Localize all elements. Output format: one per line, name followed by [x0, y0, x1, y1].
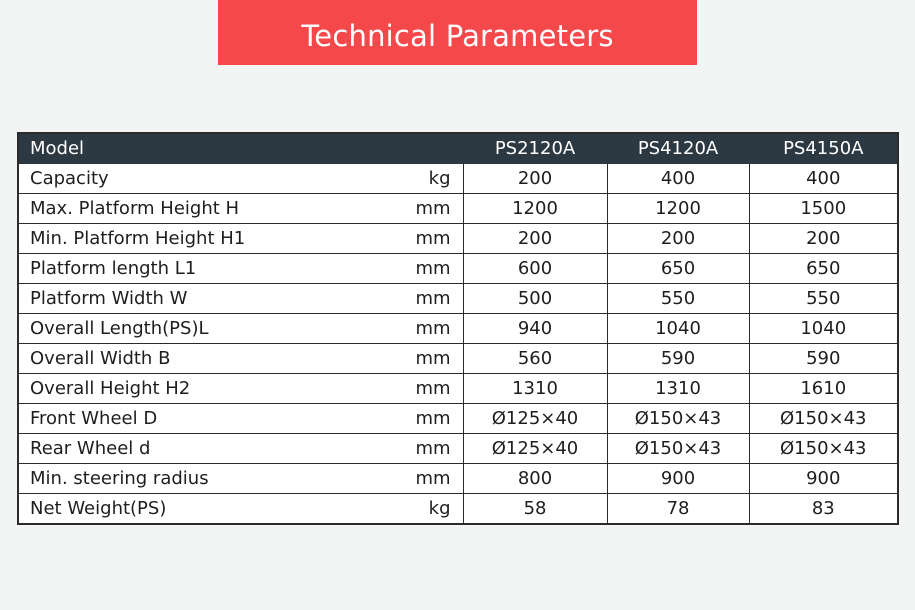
- value-cell: 200: [607, 224, 749, 254]
- table-row: [18, 164, 898, 194]
- table-row: [18, 284, 898, 314]
- value-cell: 900: [607, 464, 749, 494]
- value-cell: 78: [607, 494, 749, 525]
- header-model-ps2120a: PS2120A: [463, 133, 607, 164]
- table-row: [18, 224, 898, 254]
- table-row: [18, 404, 898, 434]
- header-model-label: Model: [18, 133, 463, 164]
- value-cell: Ø125×40: [463, 434, 607, 464]
- value-cell: Ø150×43: [749, 404, 898, 434]
- value-cell: 1310: [463, 374, 607, 404]
- param-unit-cell: kg: [398, 164, 463, 194]
- param-unit-cell: mm: [398, 374, 463, 404]
- value-cell: 1500: [749, 194, 898, 224]
- value-cell: 590: [749, 344, 898, 374]
- param-name-cell: Platform length L1: [18, 254, 398, 284]
- param-name-cell: Min. steering radius: [18, 464, 398, 494]
- param-unit-cell: mm: [398, 284, 463, 314]
- value-cell: 650: [749, 254, 898, 284]
- value-cell: 400: [749, 164, 898, 194]
- value-cell: 900: [749, 464, 898, 494]
- param-name-cell: Overall Length(PS)L: [18, 314, 398, 344]
- value-cell: Ø150×43: [607, 404, 749, 434]
- param-name-cell: Front Wheel D: [18, 404, 398, 434]
- param-unit-cell: mm: [398, 254, 463, 284]
- value-cell: 560: [463, 344, 607, 374]
- value-cell: 200: [463, 224, 607, 254]
- header-model-ps4150a: PS4150A: [749, 133, 898, 164]
- value-cell: 200: [749, 224, 898, 254]
- value-cell: 500: [463, 284, 607, 314]
- value-cell: 58: [463, 494, 607, 525]
- table-header-row: [18, 133, 898, 164]
- value-cell: 1200: [607, 194, 749, 224]
- param-name-cell: Capacity: [18, 164, 398, 194]
- table-row: [18, 434, 898, 464]
- value-cell: 600: [463, 254, 607, 284]
- value-cell: 1610: [749, 374, 898, 404]
- value-cell: 800: [463, 464, 607, 494]
- table-row: [18, 344, 898, 374]
- value-cell: Ø150×43: [749, 434, 898, 464]
- param-unit-cell: mm: [398, 404, 463, 434]
- title-banner: [218, 0, 697, 65]
- param-unit-cell: mm: [398, 434, 463, 464]
- technical-parameters-table: [17, 132, 899, 525]
- param-name-cell: Net Weight(PS): [18, 494, 398, 525]
- value-cell: 650: [607, 254, 749, 284]
- page-title: Technical Parameters: [301, 18, 614, 53]
- value-cell: 940: [463, 314, 607, 344]
- param-name-cell: Overall Width B: [18, 344, 398, 374]
- table-row: [18, 494, 898, 525]
- param-unit-cell: kg: [398, 494, 463, 525]
- table-row: [18, 194, 898, 224]
- param-unit-cell: mm: [398, 464, 463, 494]
- table-row: [18, 314, 898, 344]
- value-cell: Ø150×43: [607, 434, 749, 464]
- table-row: [18, 254, 898, 284]
- table-row: [18, 374, 898, 404]
- param-unit-cell: mm: [398, 314, 463, 344]
- value-cell: 1200: [463, 194, 607, 224]
- value-cell: Ø125×40: [463, 404, 607, 434]
- table-row: [18, 464, 898, 494]
- param-unit-cell: mm: [398, 194, 463, 224]
- value-cell: 550: [607, 284, 749, 314]
- value-cell: 400: [607, 164, 749, 194]
- param-name-cell: Max. Platform Height H: [18, 194, 398, 224]
- value-cell: 1040: [607, 314, 749, 344]
- header-model-ps4120a: PS4120A: [607, 133, 749, 164]
- param-name-cell: Platform Width W: [18, 284, 398, 314]
- value-cell: 550: [749, 284, 898, 314]
- value-cell: 1040: [749, 314, 898, 344]
- value-cell: 83: [749, 494, 898, 525]
- value-cell: 200: [463, 164, 607, 194]
- param-name-cell: Min. Platform Height H1: [18, 224, 398, 254]
- value-cell: 590: [607, 344, 749, 374]
- value-cell: 1310: [607, 374, 749, 404]
- param-unit-cell: mm: [398, 344, 463, 374]
- param-unit-cell: mm: [398, 224, 463, 254]
- param-name-cell: Overall Height H2: [18, 374, 398, 404]
- param-name-cell: Rear Wheel d: [18, 434, 398, 464]
